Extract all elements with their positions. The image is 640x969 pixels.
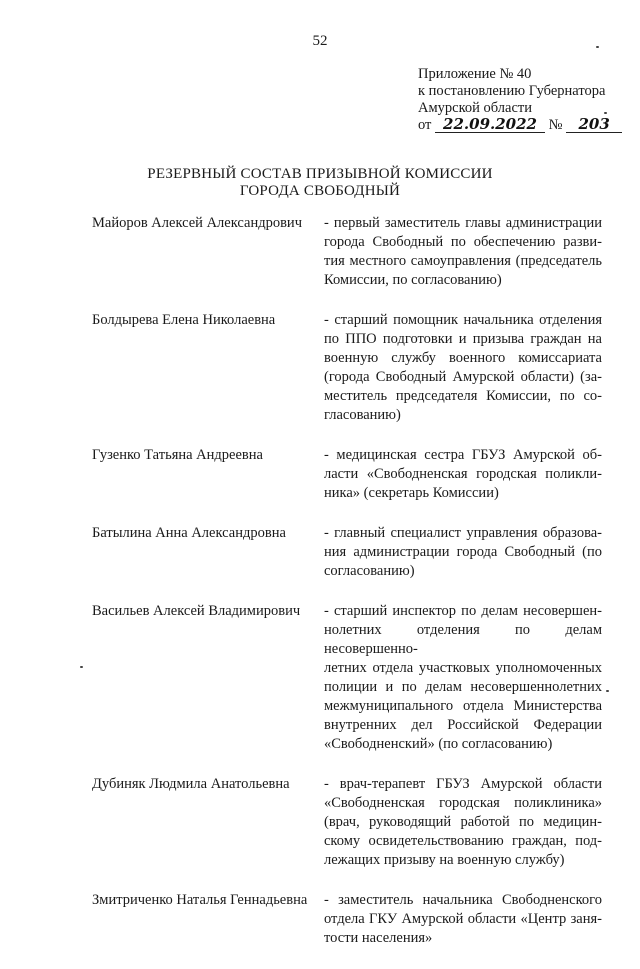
member-row xyxy=(92,311,612,425)
member-row xyxy=(92,524,612,581)
member-role-line: нолетних отделения по делам несовершенно- xyxy=(324,622,602,657)
member-role-line: ния администрации города Свободный (по xyxy=(324,544,602,560)
member-role-line: ника» (секретарь Комиссии) xyxy=(324,485,499,501)
member-role-line: - первый заместитель главы администрации xyxy=(324,215,602,231)
date-prefix: от xyxy=(418,117,432,133)
scan-speck xyxy=(604,112,607,114)
member-row xyxy=(92,602,612,754)
member-role-line: «Свободненский» (по согласованию) xyxy=(324,736,553,752)
member-role-line: гласованию) xyxy=(324,407,401,423)
scan-speck xyxy=(596,46,599,48)
member-role-line: - главный специалист управления образова- xyxy=(324,525,602,541)
member-role-line: согласованию) xyxy=(324,563,415,579)
member-role-line: внутренних дел Российской Федерации xyxy=(324,717,602,733)
members-list xyxy=(92,214,612,969)
scan-speck xyxy=(80,666,83,668)
member-role xyxy=(324,214,602,290)
member-role xyxy=(324,891,602,948)
member-role xyxy=(324,524,602,581)
member-name: Васильев Алексей Владимирович xyxy=(92,603,301,619)
member-name: Болдырева Елена Николаевна xyxy=(92,312,276,328)
member-name: Гузенко Татьяна Андреевна xyxy=(92,447,263,463)
member-row xyxy=(92,775,612,870)
member-role-line: отдела ГКУ Амурской области «Центр заня- xyxy=(324,911,602,927)
member-role-line: военную службу военного комиссариата xyxy=(324,350,602,366)
member-row xyxy=(92,446,612,503)
member-role-line: - старший помощник начальника отделения xyxy=(324,312,602,328)
number-sign: № xyxy=(548,117,563,133)
member-role-line: (врач, руководящий работой по медицин- xyxy=(324,814,602,830)
member-role-line: лежащих призыву на военную службу) xyxy=(324,852,565,868)
member-role-line: - медицинская сестра ГБУЗ Амурской об- xyxy=(324,447,602,463)
member-role xyxy=(324,446,602,503)
page-number: 52 xyxy=(312,33,328,49)
member-role-line: ласти «Свободненская городская поликли- xyxy=(324,466,602,482)
member-row xyxy=(92,214,612,290)
member-role-line: - врач-терапевт ГБУЗ Амурской области xyxy=(324,776,602,792)
member-role-line: по ППО подготовки и призыва граждан на xyxy=(324,331,602,347)
member-role-line: - старший инспектор по делам несовершен- xyxy=(324,603,602,619)
title-line-1: РЕЗЕРВНЫЙ СОСТАВ ПРИЗЫВНОЙ КОМИССИИ xyxy=(147,166,493,182)
member-role-line: полиции и по делам несовершеннолетних xyxy=(324,679,602,695)
member-role-line: - заместитель начальника Свободненского xyxy=(324,892,602,908)
member-role-line: меститель председателя Комиссии, по со- xyxy=(324,388,602,404)
member-role-line: «Свободненская городская поликлиника» xyxy=(324,795,602,811)
member-role xyxy=(324,311,602,425)
member-role-line: Комиссии, по согласованию) xyxy=(324,272,502,288)
member-role xyxy=(324,775,602,870)
appendix-line-2: к постановлению Губернатора xyxy=(418,83,606,99)
member-name: Змитриченко Наталья Геннадьевна xyxy=(92,892,308,908)
title-line-2: ГОРОДА СВОБОДНЫЙ xyxy=(239,183,401,199)
appendix-date-line xyxy=(418,117,628,134)
member-role-line: (города Свободный Амурской области) (за- xyxy=(324,369,602,385)
member-role-line: летних отдела участковых уполномоченных xyxy=(324,660,602,676)
member-row xyxy=(92,891,612,948)
member-name: Майоров Алексей Александрович xyxy=(92,215,302,231)
handwritten-date: 22.09.2022 xyxy=(435,117,545,133)
scan-speck xyxy=(606,690,609,692)
member-name: Дубиняк Людмила Анатольевна xyxy=(92,776,290,792)
member-role xyxy=(324,602,602,754)
member-role-line: скому освидетельствованию граждан, под- xyxy=(324,833,602,849)
member-role-line: города Свободный по обеспечению разви- xyxy=(324,234,602,250)
handwritten-number: 203 xyxy=(566,117,622,133)
member-role-line: тости населения» xyxy=(324,930,433,946)
member-name: Батылина Анна Александровна xyxy=(92,525,286,541)
member-role-line: тия местного самоуправления (председатель xyxy=(324,253,602,269)
appendix-line-3: Амурской области xyxy=(418,100,532,116)
member-role-line: межмуниципального отдела Министерства xyxy=(324,698,602,714)
document-title xyxy=(0,166,640,200)
appendix-header xyxy=(418,66,628,134)
appendix-line-1: Приложение № 40 xyxy=(418,66,532,82)
